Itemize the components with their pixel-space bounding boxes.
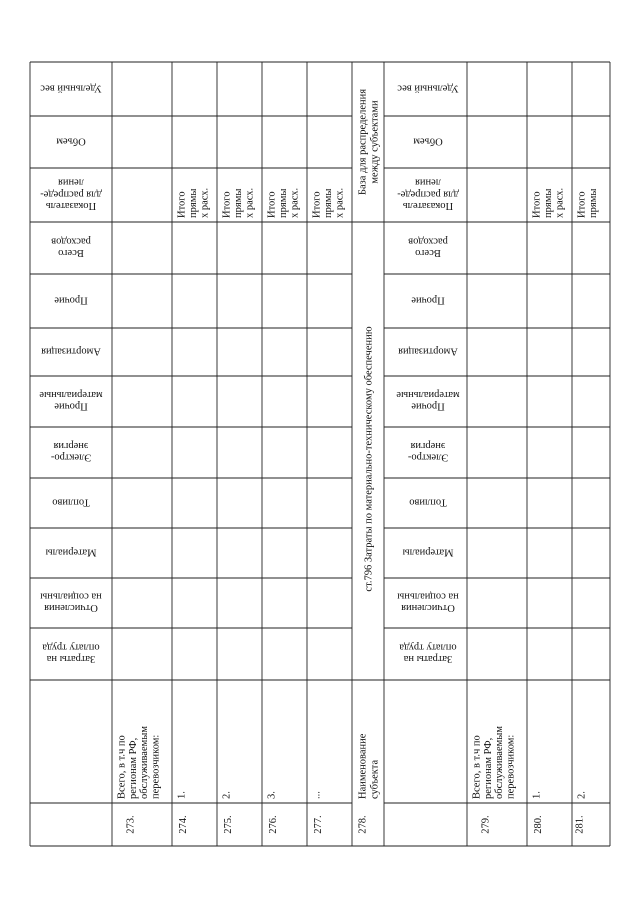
row-b-indicator-1-0: Итого: [531, 191, 543, 218]
row-b-indicator-1-2: х расх.: [554, 187, 566, 218]
row-a-indicator-1-2: х расх.: [199, 187, 211, 218]
row-b-indicator-2-0: Итого: [576, 191, 588, 218]
section-base-1: База для распределения: [357, 88, 369, 196]
header-b-4: Прочие: [411, 294, 445, 306]
header-a-4: Прочие: [54, 294, 88, 306]
header-b-10: Отчисленияна социальны: [397, 590, 459, 614]
row-a-label-4-0: ...: [311, 791, 323, 799]
row-a-num-1: 274.: [178, 815, 190, 834]
header-b-6: Прочиематериальные: [396, 388, 460, 412]
row-a-indicator-4-2: х расх.: [334, 187, 346, 218]
row-a-indicator-1-0: Итого: [176, 191, 188, 218]
row-b-num-0: 279.: [480, 815, 492, 834]
row-a-label-3-0: 3.: [266, 791, 278, 799]
header-b-1: Объем: [413, 135, 443, 147]
row-b-indicator-1-1: прямы: [543, 188, 555, 218]
header-a-11: Затраты наоплату труда: [42, 641, 100, 665]
row-b-label-0-3: перевозчиком:: [505, 734, 517, 799]
row-b-num-2: 281.: [574, 815, 586, 834]
header-a-2: Показательдля распреде-ления: [40, 176, 102, 212]
row-a-num-2: 275.: [223, 815, 235, 834]
row-a-label-2-0: 2.: [221, 791, 233, 799]
row-a-label-1-0: 1.: [176, 791, 188, 799]
header-a-9: Материалы: [45, 546, 97, 558]
row-a-label-0-0: Всего, в т.ч по: [116, 735, 128, 799]
row-a-label-0-3: перевозчиком:: [150, 734, 162, 799]
header-a-6: Прочиематериальные: [39, 388, 103, 412]
row-a-indicator-1-1: прямы: [188, 188, 200, 218]
row-a-indicator-3-1: прямы: [278, 188, 290, 218]
section-title: ст.796 Затраты по материально-техническому обеспечению: [363, 326, 375, 592]
section-base-2: между субъектами: [369, 100, 381, 184]
row-a-indicator-3-2: х расх.: [289, 187, 301, 218]
header-b-11: Затраты наоплату труда: [399, 641, 457, 665]
header-a-3: Всегорасходов: [51, 235, 91, 259]
header-a-8: Топливо: [52, 496, 90, 508]
row-a-num-0: 273.: [125, 815, 137, 834]
row-b-num-1: 280.: [533, 815, 545, 834]
row-b-indicator-2-1: прямы: [588, 188, 600, 218]
section-num: 278.: [357, 815, 369, 834]
row-b-label-2-0: 2.: [576, 791, 588, 799]
header-b-7: Электро-энергия: [407, 439, 449, 463]
section-label-1: Наименование: [357, 733, 369, 799]
header-b-5: Амортизация: [398, 345, 458, 357]
row-b-label-1-0: 1.: [531, 791, 543, 799]
header-a-5: Амортизация: [41, 345, 101, 357]
header-a-1: Объем: [56, 135, 86, 147]
row-a-label-0-2: обслуживаемым: [139, 726, 151, 799]
table-grid: [30, 62, 610, 846]
header-b-8: Топливо: [409, 496, 447, 508]
row-b-label-0-1: регионам РФ,: [482, 737, 494, 799]
row-a-indicator-2-1: прямы: [233, 188, 245, 218]
header-b-0: Удельный вес: [397, 82, 459, 94]
row-a-num-4: 277.: [313, 815, 325, 834]
row-b-label-0-2: обслуживаемым: [494, 726, 506, 799]
row-a-indicator-4-1: прямы: [323, 188, 335, 218]
table-text: [39, 82, 599, 833]
header-a-0: Удельный вес: [40, 82, 102, 94]
row-a-indicator-3-0: Итого: [266, 191, 278, 218]
row-a-indicator-2-0: Итого: [221, 191, 233, 218]
header-b-3: Всегорасходов: [408, 235, 448, 259]
header-a-10: Отчисленияна социальны: [40, 590, 102, 614]
section-label-2: субъекта: [369, 759, 381, 799]
row-a-num-3: 276.: [268, 815, 280, 834]
header-b-9: Материалы: [402, 546, 454, 558]
header-a-7: Электро-энергия: [50, 439, 92, 463]
row-b-label-0-0: Всего, в т.ч по: [471, 735, 483, 799]
row-a-indicator-2-2: х расх.: [244, 187, 256, 218]
row-a-indicator-4-0: Итого: [311, 191, 323, 218]
header-b-2: Показательдля распреде-ления: [397, 176, 459, 212]
row-a-label-0-1: регионам РФ,: [127, 737, 139, 799]
